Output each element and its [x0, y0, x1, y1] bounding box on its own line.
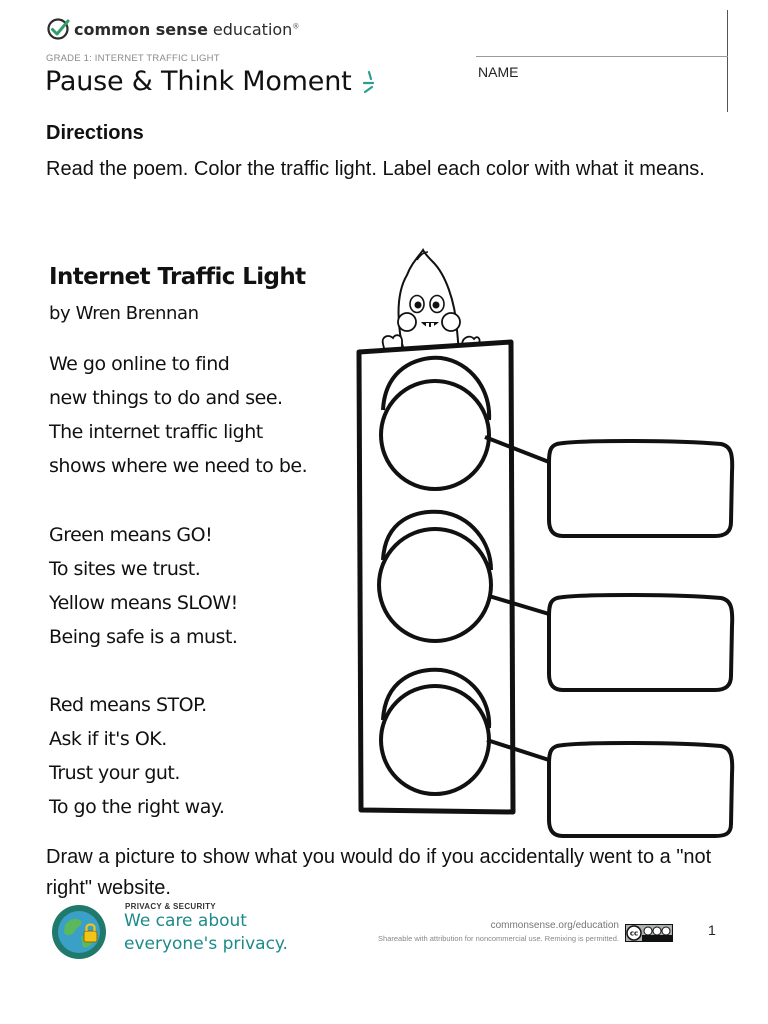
poem-line: To sites we trust.	[49, 558, 201, 580]
draw-prompt: Draw a picture to show what you would do if you accidentally went to a "not right" website.	[46, 846, 712, 899]
svg-text:cc: cc	[629, 929, 639, 938]
brand-name-bold: common sense	[74, 19, 208, 39]
footer-category: PRIVACY & SECURITY	[125, 902, 216, 911]
poem-line: Yellow means SLOW!	[49, 592, 238, 614]
poem-line: shows where we need to be.	[49, 455, 308, 477]
sparkle-icon	[360, 68, 380, 96]
page-title-row	[45, 66, 380, 97]
traffic-light-illustration	[345, 240, 740, 840]
poem-title: Internet Traffic Light	[49, 264, 306, 290]
poem-line: Ask if it's OK.	[49, 728, 167, 750]
label-box-middle	[549, 595, 732, 690]
poem-line: Trust your gut.	[49, 762, 180, 784]
poem-line: To go the right way.	[49, 796, 225, 818]
brand-name-light: education®	[212, 19, 300, 39]
name-label: NAME	[478, 64, 519, 80]
checkmark-logo-icon	[46, 17, 70, 41]
name-box-line	[476, 56, 728, 57]
poem-line: Red means STOP.	[49, 694, 207, 716]
footer-license: Shareable with attribution for noncommercial use. Remixing is permitted.	[378, 934, 619, 943]
globe-lock-icon	[51, 903, 107, 961]
cc-license-icon	[625, 924, 673, 942]
directions-text: Read the poem. Color the traffic light. Label each color with what it means.	[46, 158, 705, 180]
directions-heading: Directions	[46, 122, 144, 144]
poem-line: Green means GO!	[49, 524, 213, 546]
poem-line: We go online to find	[49, 353, 230, 375]
grade-label: GRADE 1: INTERNET TRAFFIC LIGHT	[46, 53, 220, 64]
poem-line: new things to do and see.	[49, 387, 283, 409]
page-title: Pause & Think Moment	[45, 66, 352, 97]
label-box-bottom	[549, 743, 732, 836]
page-number: 1	[708, 922, 716, 938]
poem-line: Being safe is a must.	[49, 626, 238, 648]
footer-url[interactable]: commonsense.org/education	[490, 920, 619, 931]
footer-tagline: We care about everyone's privacy.	[124, 911, 288, 954]
brand-logo	[46, 16, 299, 42]
name-box-divider	[727, 10, 728, 112]
digital-citizen-character	[383, 250, 480, 354]
poem-author: by Wren Brennan	[49, 303, 199, 324]
poem-line: The internet traffic light	[49, 421, 263, 443]
label-box-top	[549, 441, 732, 536]
